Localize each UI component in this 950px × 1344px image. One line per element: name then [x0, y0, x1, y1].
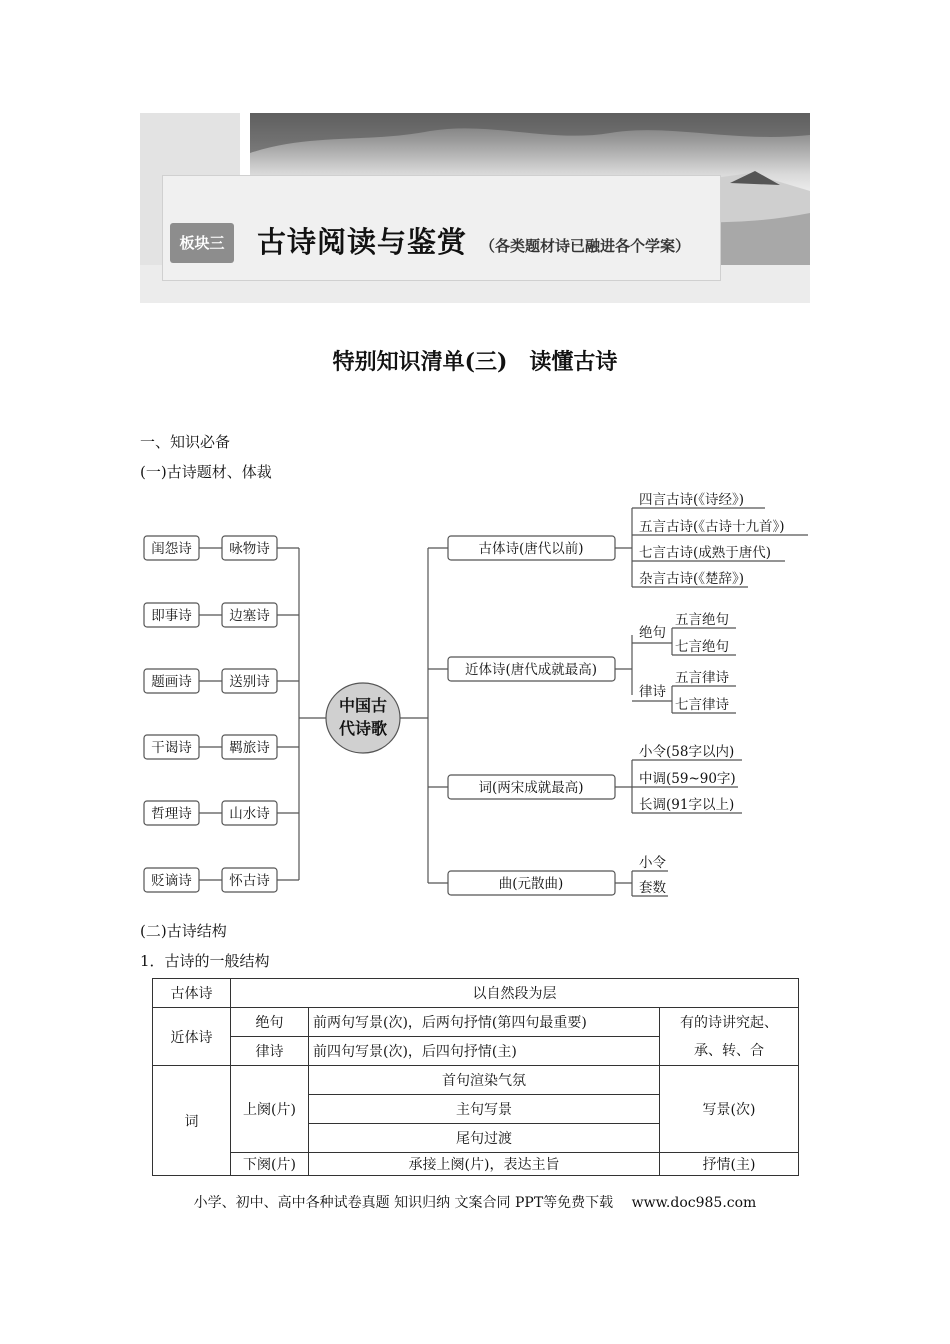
lvshi-label: 律诗 [639, 684, 666, 700]
table-cell: 律诗 [231, 1037, 309, 1066]
gutishi-item: 七言古诗(成熟于唐代) [639, 545, 772, 561]
center-line-2: 代诗歌 [338, 719, 388, 738]
table-cell: 尾句过渡 [309, 1124, 660, 1153]
jueju-item: 五言绝句 [675, 612, 729, 628]
poem-structure-table [152, 978, 799, 1176]
table-cell: 绝句 [231, 1008, 309, 1037]
gutishi-item: 四言古诗(《诗经》) [639, 492, 745, 508]
table-cell-line: 承、转、合 [694, 1042, 764, 1059]
banner-title: 古诗阅读与鉴赏 [257, 225, 468, 259]
table-cell: 古体诗 [153, 979, 231, 1008]
table-cell [660, 1008, 799, 1066]
gutishi-item: 五言古诗(《古诗十九首》) [639, 519, 785, 535]
jintishi-label: 近体诗(唐代成就最高) [464, 662, 598, 678]
genre-label: 贬谪诗 [151, 873, 192, 889]
subsection-heading-2: (二)古诗结构 [140, 922, 227, 940]
qu-label: 曲(元散曲) [498, 876, 564, 892]
genre-label: 咏物诗 [229, 541, 270, 557]
ci-item: 中调(59~90字) [639, 771, 736, 787]
genre-label: 即事诗 [151, 608, 192, 624]
document-title: 特别知识清单(三) 读懂古诗 [332, 349, 618, 375]
lvshi-item: 五言律诗 [675, 670, 729, 686]
genre-label: 送别诗 [229, 674, 270, 690]
genre-label: 怀古诗 [229, 873, 270, 889]
page-footer: 小学、初中、高中各种试卷真题 知识归纳 文案合同 PPT等免费下载 www.doc985.com [193, 1195, 757, 1211]
table-cell: 写景(次) [660, 1066, 799, 1153]
table-cell: 承接上阕(片)，表达主旨 [309, 1153, 660, 1176]
table-row [153, 979, 799, 1008]
jueju-item: 七言绝句 [675, 639, 729, 655]
genre-label: 干谒诗 [151, 740, 192, 756]
table-cell-line: 有的诗讲究起、 [680, 1014, 778, 1031]
table-row [153, 1066, 799, 1095]
table-row [153, 1153, 799, 1176]
gutishi-item: 杂言古诗(《楚辞》) [639, 571, 745, 587]
table-cell: 前四句写景(次)，后四句抒情(主) [309, 1037, 660, 1066]
section-heading: 一、知识必备 [140, 433, 231, 451]
poetry-mind-map [0, 485, 950, 905]
ci-item: 小令(58字以内) [639, 744, 735, 760]
qu-item: 小令 [639, 855, 666, 871]
left-boxes [144, 536, 277, 892]
ci-item: 长调(91字以上) [639, 797, 735, 813]
table-cell: 主句写景 [309, 1095, 660, 1124]
section-tag: 板块三 [170, 223, 234, 263]
banner [140, 113, 810, 303]
table-cell: 首句渲染气氛 [309, 1066, 660, 1095]
lvshi-item: 七言律诗 [675, 697, 729, 713]
center-line-1: 中国古 [338, 696, 388, 715]
ci-label: 词(两宋成就最高) [478, 780, 584, 796]
table-cell: 上阕(片) [231, 1066, 309, 1153]
table-cell: 下阕(片) [231, 1153, 309, 1176]
genre-label: 羁旅诗 [229, 740, 270, 756]
banner-subtitle: （各类题材诗已融进各个学案） [480, 237, 691, 255]
genre-label: 题画诗 [151, 674, 192, 690]
item-heading-1: 1．古诗的一般结构 [140, 952, 270, 970]
table-row [153, 1008, 799, 1037]
subsection-heading-1: (一)古诗题材、体裁 [140, 463, 272, 481]
genre-label: 闺怨诗 [151, 541, 192, 557]
qu-item: 套数 [639, 880, 666, 896]
table-cell: 词 [153, 1066, 231, 1176]
jueju-label: 绝句 [639, 625, 666, 641]
center-node [326, 683, 400, 753]
table-cell: 前两句写景(次)，后两句抒情(第四句最重要) [309, 1008, 660, 1037]
gutishi-label: 古体诗(唐代以前) [478, 541, 584, 557]
table-cell: 以自然段为层 [231, 979, 799, 1008]
genre-label: 山水诗 [229, 806, 270, 822]
genre-label: 哲理诗 [151, 806, 192, 822]
table-cell: 近体诗 [153, 1008, 231, 1066]
genre-label: 边塞诗 [229, 608, 270, 624]
table-cell: 抒情(主) [660, 1153, 799, 1176]
